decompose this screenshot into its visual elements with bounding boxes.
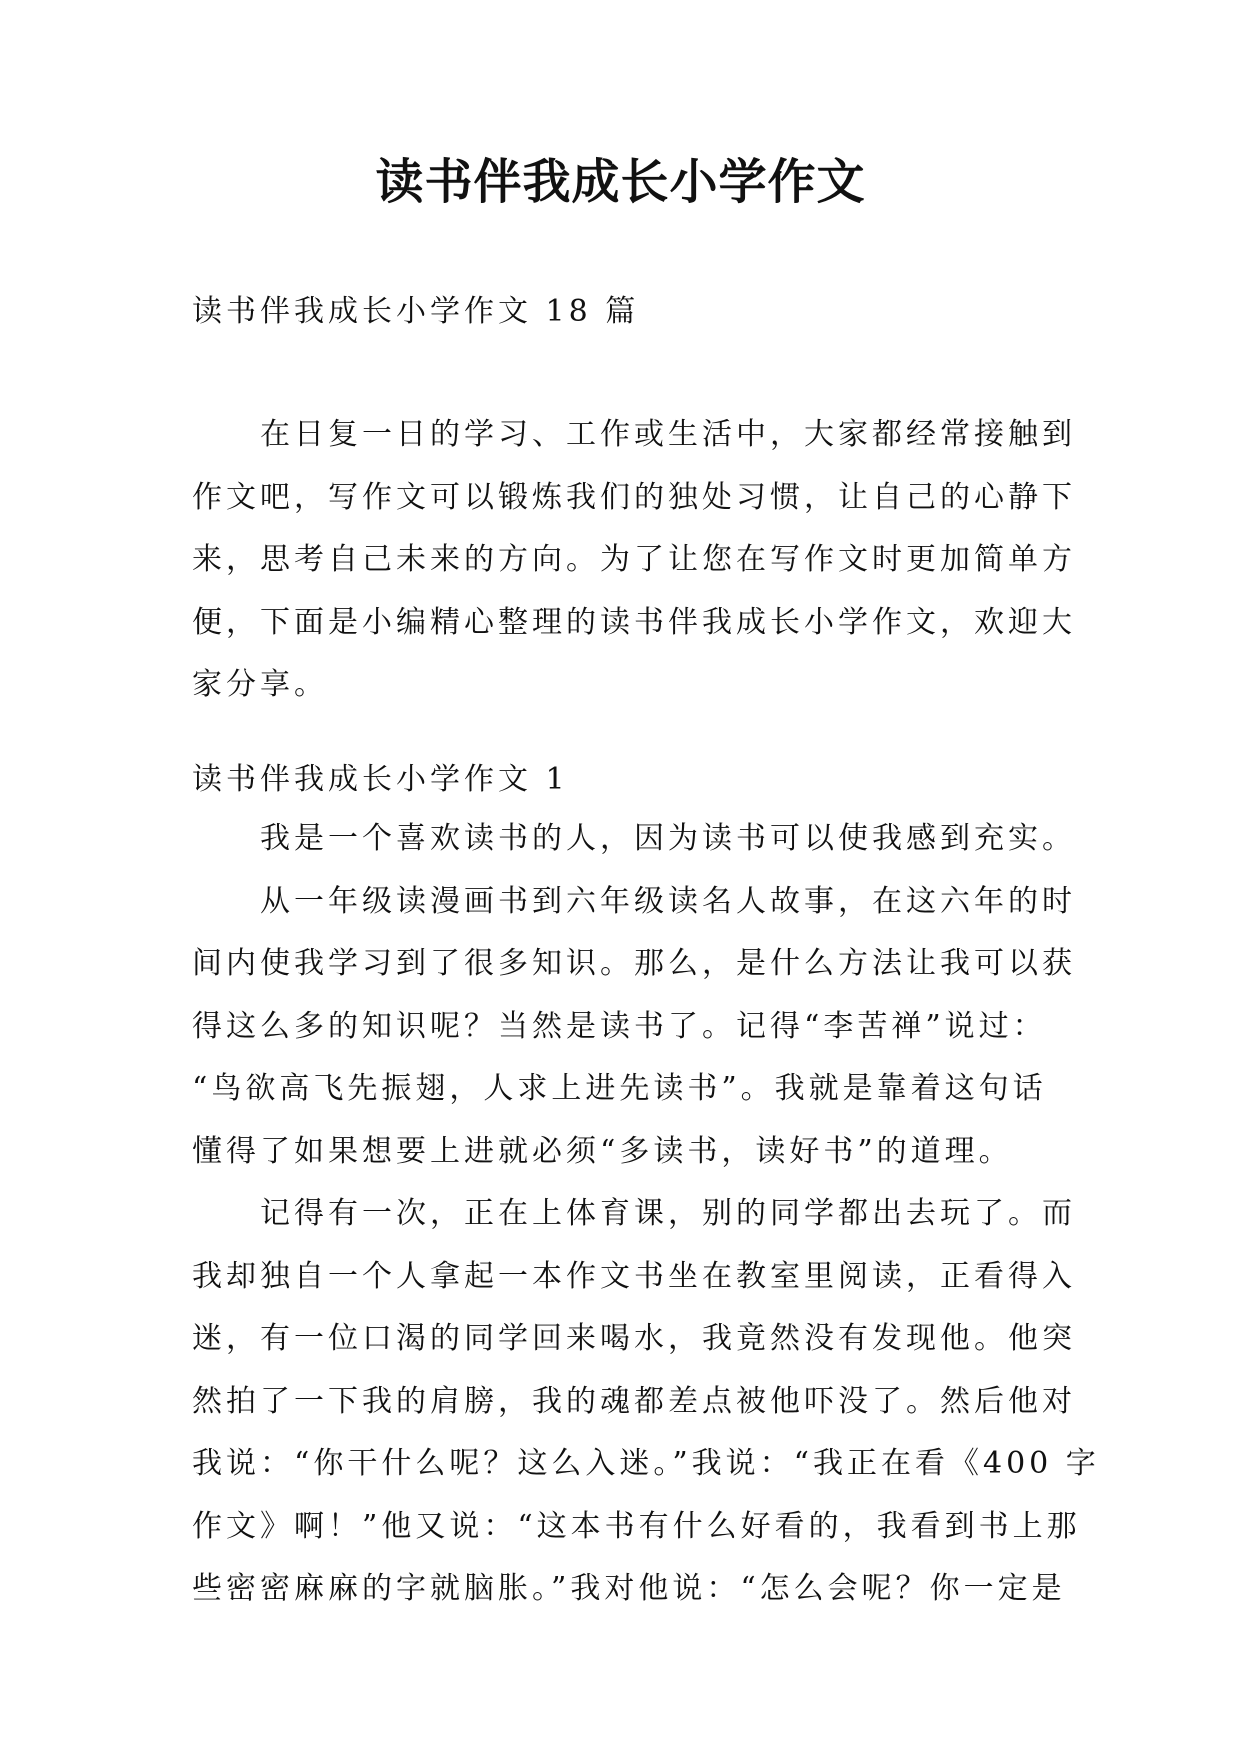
intro-paragraph [192, 404, 1076, 717]
intro-line: 在日复一日的学习、工作或生活中，大家都经常接触到 [192, 417, 1076, 452]
essay-line: 我说：“你干什么呢？这么入迷。”我说：“我正在看《400 字 [192, 1446, 1100, 1481]
intro-line: 家分享。 [192, 667, 328, 702]
essay-line: 间内使我学习到了很多知识。那么，是什么方法让我可以获 [192, 946, 1076, 981]
essay-line: 从一年级读漫画书到六年级读名人故事，在这六年的时 [192, 883, 1076, 919]
essay-line: “鸟欲高飞先振翅，人求上进先读书”。我就是靠着这句话 [192, 1071, 1047, 1106]
essay-body [192, 808, 1100, 1621]
intro-line: 便，下面是小编精心整理的读书伴我成长小学作文，欢迎大 [192, 604, 1076, 640]
essay-line: 记得有一次，正在上体育课，别的同学都出去玩了。而 [192, 1196, 1076, 1231]
essay-line: 我却独自一个人拿起一本作文书坐在教室里阅读，正看得入 [192, 1258, 1076, 1294]
document-subtitle: 读书伴我成长小学作文 18 篇 [192, 294, 640, 329]
essay-line: 然拍了一下我的肩膀，我的魂都差点被他吓没了。然后他对 [192, 1383, 1076, 1419]
intro-line: 作文吧，写作文可以锻炼我们的独处习惯，让自己的心静下 [192, 479, 1076, 515]
document-title: 读书伴我成长小学作文 [375, 154, 866, 210]
essay-line: 得这么多的知识呢？当然是读书了。记得“李苦禅”说过： [192, 1008, 1047, 1044]
intro-line: 来，思考自己未来的方向。为了让您在写作文时更加简单方 [192, 542, 1076, 577]
essay-line: 懂得了如果想要上进就必须“多读书，读好书”的道理。 [192, 1133, 1013, 1169]
essay-line: 我是一个喜欢读书的人，因为读书可以使我感到充实。 [192, 821, 1076, 856]
essay-line: 作文》啊！”他又说：“这本书有什么好看的，我看到书上那 [192, 1508, 1081, 1544]
essay-line: 迷，有一位口渴的同学回来喝水，我竟然没有发现他。他突 [192, 1321, 1076, 1356]
section-heading: 读书伴我成长小学作文 1 [192, 762, 569, 797]
essay-line: 些密密麻麻的字就脑胀。”我对他说：“怎么会呢？你一定是 [192, 1571, 1066, 1606]
